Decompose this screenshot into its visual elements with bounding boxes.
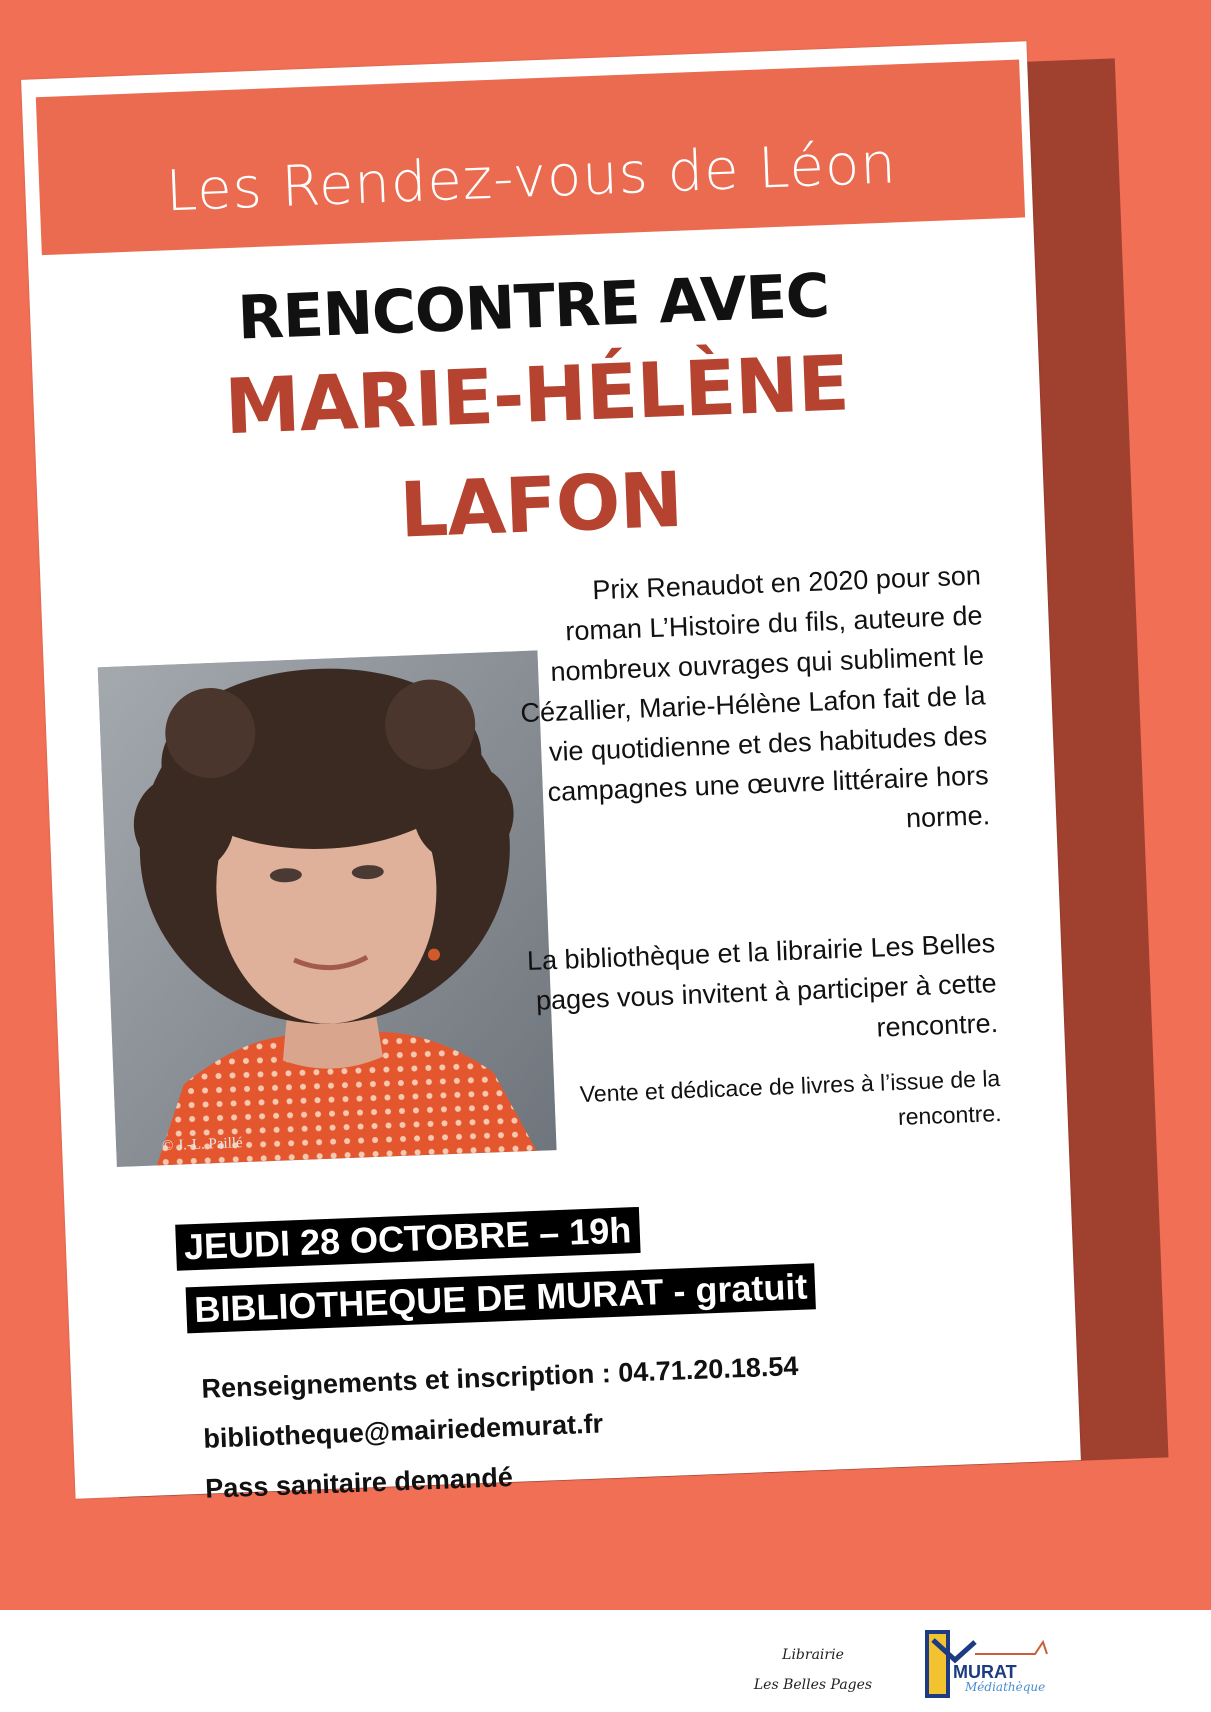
invitation-text: La bibliothèque et la librairie Les Belles pages vous invitent à participer à cette rencontre. (526, 928, 999, 1043)
mediatheque-logo-sub: Médiathèque (965, 1680, 1046, 1694)
poster-card (21, 41, 1081, 1504)
bookshop-logo (748, 1640, 878, 1700)
health-pass-note: Pass sanitaire demandé (204, 1461, 514, 1504)
author-name-line2: LAFON (398, 454, 684, 555)
mediatheque-logo (915, 1620, 1055, 1700)
series-title: Les Rendez-vous de Léon (164, 130, 898, 224)
contact-email[interactable]: bibliotheque@mairiedemurat.fr (202, 1408, 604, 1454)
author-photo (98, 650, 557, 1167)
event-place: BIBLIOTHEQUE DE MURAT - gratuit (186, 1263, 817, 1333)
header-band (36, 60, 1025, 256)
headline-intro: RENCONTRE AVEC (236, 261, 831, 354)
mediatheque-logo-town: MURAT (953, 1662, 1017, 1682)
author-bio: Prix Renaudot en 2020 pour son roman L’Histoire du fils, auteure de nombreux ouvrages qui subliment le Cézallier, Marie-Hélène Lafon fait de la vie quotidienne et des habitudes des campagnes une œuvre littéraire hors norme. (519, 560, 991, 834)
bookshop-logo-top: Librairie (782, 1647, 844, 1663)
author-name-line1: MARIE-HÉLÈNE (223, 338, 851, 452)
event-date: JEUDI 28 OCTOBRE – 19h (175, 1207, 640, 1271)
signing-note: Vente et dédicace de livres à l’issue de la rencontre. (579, 1064, 1002, 1130)
bookshop-logo-name: Les Belles Pages (753, 1677, 873, 1693)
portrait-illustration (98, 650, 557, 1167)
contact-phone-line: Renseignements et inscription : 04.71.20.18.54 (200, 1350, 799, 1404)
photo-credit: © J.-L. Paillé (161, 1135, 243, 1155)
